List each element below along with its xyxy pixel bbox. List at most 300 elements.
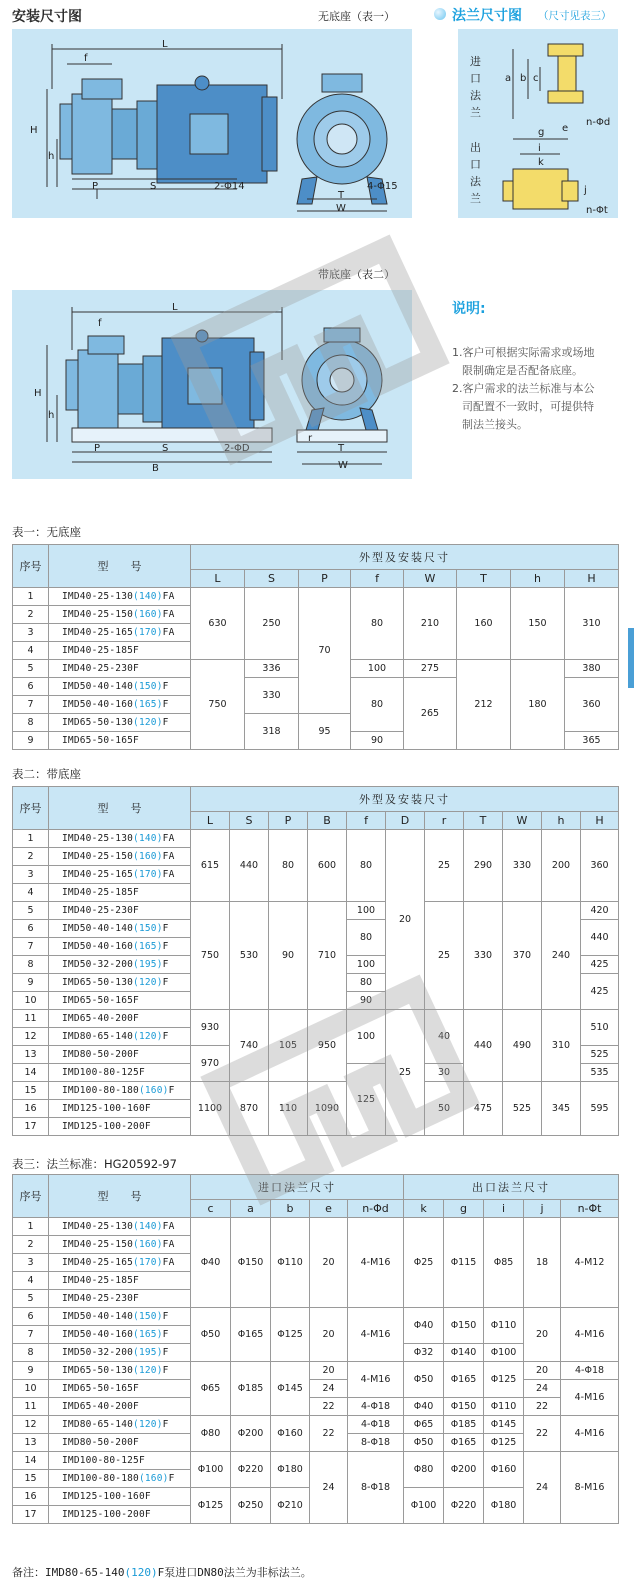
col-f: f <box>351 570 404 588</box>
model-alt: (165) <box>133 941 163 952</box>
model-suffix: F <box>162 717 169 728</box>
cell-no: 2 <box>13 606 49 624</box>
cell: Φ50 <box>404 1434 444 1452</box>
col-no: 序号 <box>13 787 49 830</box>
pump-drawing-no-base <box>12 29 412 218</box>
cell: 310 <box>565 588 619 660</box>
model-base: IMD125-100-160F <box>62 1491 151 1502</box>
col-nd: n-Φd <box>348 1200 404 1218</box>
cell: Φ80 <box>404 1452 444 1488</box>
cell-no: 8 <box>13 1344 49 1362</box>
cell: 95 <box>299 714 351 750</box>
cell: 1100 <box>191 1082 230 1136</box>
col-no: 序号 <box>13 545 49 588</box>
cell: Φ180 <box>271 1452 310 1488</box>
cell: 345 <box>542 1082 581 1136</box>
model-base: IMD50-40-140 <box>62 923 134 934</box>
cell: 510 <box>581 1010 619 1046</box>
notes-title: 说明: <box>452 301 486 317</box>
dim-holes-D: 2-ΦD <box>224 443 250 454</box>
cell-model <box>49 678 191 696</box>
side-marker <box>628 628 634 688</box>
model-base: IMD40-25-230F <box>62 1293 139 1304</box>
model-alt: (150) <box>133 1311 163 1322</box>
cell-no: 1 <box>13 588 49 606</box>
model-alt: (120) <box>133 977 163 988</box>
cell-no: 4 <box>13 642 49 660</box>
col-a: a <box>231 1200 271 1218</box>
cell: 25 <box>425 902 464 1010</box>
dim-holes-4: 4-Φ15 <box>367 181 398 192</box>
cell: Φ145 <box>484 1416 524 1434</box>
cell: 105 <box>269 1010 308 1082</box>
cell-model <box>49 992 191 1010</box>
cell-model <box>49 624 191 642</box>
dim-W: W <box>336 203 346 214</box>
model-suffix: FA <box>162 591 175 602</box>
cell-model <box>49 1380 191 1398</box>
model-alt: (160) <box>138 1085 169 1096</box>
cell: 22 <box>310 1398 348 1416</box>
model-base: IMD65-50-130 <box>62 717 134 728</box>
cell-no: 12 <box>13 1028 49 1046</box>
install-diagram-title: 安装尺寸图 <box>12 9 82 25</box>
cell: 595 <box>581 1082 619 1136</box>
cell-no: 3 <box>13 624 49 642</box>
model-suffix: FA <box>162 869 175 880</box>
model-alt: (170) <box>133 869 163 880</box>
model-alt: (160) <box>133 609 163 620</box>
cell: 525 <box>581 1046 619 1064</box>
cell: Φ65 <box>191 1362 231 1416</box>
cell: 80 <box>351 678 404 732</box>
table2-caption: 表二：带底座 <box>12 767 81 781</box>
dim-nt: n-Φt <box>586 205 608 216</box>
cell-model <box>49 920 191 938</box>
cell: 330 <box>245 678 299 714</box>
cell: Φ150 <box>444 1398 484 1416</box>
dim-W: W <box>338 460 348 471</box>
cell: 290 <box>464 830 503 902</box>
cell: 240 <box>542 902 581 1010</box>
outlet-char: 兰 <box>470 192 481 205</box>
model-base: IMD80-65-140 <box>62 1031 134 1042</box>
model-base: IMD125-100-200F <box>62 1509 151 1520</box>
model-base: IMD40-25-165 <box>62 1257 134 1268</box>
col-b: b <box>271 1200 310 1218</box>
col-r: r <box>425 812 464 830</box>
cell: 530 <box>230 902 269 1010</box>
cell-no: 11 <box>13 1010 49 1028</box>
cell: 318 <box>245 714 299 750</box>
pump-drawing-with-base <box>12 290 412 479</box>
cell-no: 7 <box>13 1326 49 1344</box>
cell: 310 <box>542 1010 581 1082</box>
flange-diagram-subtitle: （尺寸见表三） <box>538 10 612 22</box>
cell-no: 2 <box>13 1236 49 1254</box>
col-D: D <box>386 812 425 830</box>
cell: Φ140 <box>444 1344 484 1362</box>
cell: Φ125 <box>271 1308 310 1362</box>
cell-no: 7 <box>13 938 49 956</box>
cell: 160 <box>457 588 511 660</box>
cell-model <box>49 1434 191 1452</box>
cell: 8-Φ18 <box>348 1452 404 1524</box>
cell-model <box>49 1470 191 1488</box>
col-model: 型 号 <box>49 787 191 830</box>
cell-no: 7 <box>13 696 49 714</box>
footnote-suffix: F泵进口DN80法兰为非标法兰。 <box>157 1566 312 1579</box>
model-suffix: F <box>162 1311 169 1322</box>
cell-model <box>49 1452 191 1470</box>
col-e: e <box>310 1200 348 1218</box>
cell-model <box>49 830 191 848</box>
model-base: IMD40-25-230F <box>62 663 139 674</box>
model-base: IMD125-100-160F <box>62 1103 151 1114</box>
cell: Φ110 <box>484 1308 524 1344</box>
model-base: IMD40-25-150 <box>62 609 134 620</box>
model-alt: (120) <box>133 1365 163 1376</box>
cell-model <box>49 1046 191 1064</box>
cell: Φ40 <box>191 1218 231 1308</box>
cell-model <box>49 1272 191 1290</box>
cell: Φ220 <box>444 1488 484 1524</box>
cell: 150 <box>511 588 565 660</box>
model-alt: (170) <box>133 1257 163 1268</box>
cell: 1090 <box>308 1082 347 1136</box>
cell: 180 <box>511 660 565 750</box>
cell-no: 17 <box>13 1118 49 1136</box>
cell: Φ80 <box>191 1416 231 1452</box>
cell: 440 <box>464 1010 503 1082</box>
cell-no: 9 <box>13 974 49 992</box>
cell-model <box>49 732 191 750</box>
cell: 970 <box>191 1046 230 1082</box>
cell-model <box>49 1254 191 1272</box>
cell-model <box>49 642 191 660</box>
outlet-flange-label <box>470 139 484 207</box>
cell-no: 16 <box>13 1100 49 1118</box>
cell-no: 10 <box>13 1380 49 1398</box>
cell: Φ250 <box>231 1488 271 1524</box>
model-suffix: F <box>162 977 169 988</box>
cell-model <box>49 1236 191 1254</box>
cell-model <box>49 1344 191 1362</box>
model-base: IMD65-50-165F <box>62 1383 139 1394</box>
cell-no: 5 <box>13 660 49 678</box>
cell: Φ125 <box>484 1362 524 1398</box>
outlet-char: 口 <box>470 158 481 171</box>
col-W: W <box>404 570 457 588</box>
cell-no: 8 <box>13 956 49 974</box>
cell: Φ25 <box>404 1218 444 1308</box>
cell: 20 <box>386 830 425 1010</box>
cell: Φ150 <box>444 1308 484 1344</box>
dim-P: P <box>92 181 99 192</box>
note-line: 限制确定是否配备底座。 <box>462 364 583 377</box>
cell: 420 <box>581 902 619 920</box>
cell: Φ110 <box>484 1398 524 1416</box>
cell: 4-Φ18 <box>348 1398 404 1416</box>
dim-k: k <box>538 157 544 168</box>
model-base: IMD65-50-130 <box>62 1365 134 1376</box>
model-suffix: F <box>162 1031 169 1042</box>
cell: 600 <box>308 830 347 902</box>
cell-no: 6 <box>13 678 49 696</box>
model-base: IMD40-25-230F <box>62 905 139 916</box>
model-suffix: F <box>162 1329 169 1340</box>
cell-no: 5 <box>13 902 49 920</box>
cell: 90 <box>347 992 386 1010</box>
dim-h: h <box>48 410 55 421</box>
model-suffix: F <box>168 1085 175 1096</box>
cell: 90 <box>269 902 308 1010</box>
cell: 18 <box>524 1218 561 1308</box>
cell-model <box>49 866 191 884</box>
model-base: IMD40-25-185F <box>62 645 139 656</box>
cell: 20 <box>524 1308 561 1362</box>
model-alt: (150) <box>133 681 163 692</box>
cell: Φ50 <box>404 1362 444 1398</box>
diagram-no-base <box>12 29 412 218</box>
cell: 380 <box>565 660 619 678</box>
cell: 24 <box>524 1380 561 1398</box>
cell: 70 <box>299 588 351 714</box>
model-base: IMD50-40-160 <box>62 699 134 710</box>
col-S: S <box>230 812 269 830</box>
cell: 8-Φ18 <box>348 1434 404 1452</box>
model-base: IMD40-25-130 <box>62 833 134 844</box>
model-alt: (160) <box>133 851 163 862</box>
footnote-alt: (120) <box>124 1566 158 1579</box>
cell: 330 <box>464 902 503 1010</box>
cell-model <box>49 848 191 866</box>
cell-model <box>49 1064 191 1082</box>
cell: 100 <box>347 1010 386 1064</box>
cell: 4-M16 <box>561 1308 619 1362</box>
cell: 24 <box>524 1452 561 1524</box>
bullet-icon <box>434 8 446 20</box>
model-alt: (195) <box>133 959 163 970</box>
col-W: W <box>503 812 542 830</box>
model-base: IMD40-25-130 <box>62 591 134 602</box>
cell: 20 <box>524 1362 561 1380</box>
cell-model <box>49 696 191 714</box>
cell: 24 <box>310 1452 348 1524</box>
cell: 100 <box>351 660 404 678</box>
cell: 25 <box>386 1010 425 1136</box>
dim-f: f <box>98 318 102 329</box>
col-g: g <box>444 1200 484 1218</box>
cell: Φ32 <box>404 1344 444 1362</box>
cell: 4-M16 <box>561 1416 619 1452</box>
cell: 930 <box>191 1010 230 1046</box>
footnote <box>12 1564 312 1580</box>
cell: Φ125 <box>191 1488 231 1524</box>
cell-no: 1 <box>13 830 49 848</box>
col-h: h <box>542 812 581 830</box>
col-no: 序号 <box>13 1175 49 1218</box>
col-P: P <box>299 570 351 588</box>
model-suffix: FA <box>162 627 175 638</box>
col-group: 外型及安装尺寸 <box>191 545 619 570</box>
dim-e: e <box>562 123 569 134</box>
dim-P: P <box>94 443 101 454</box>
cell-no: 3 <box>13 866 49 884</box>
model-base: IMD50-40-160 <box>62 941 134 952</box>
cell-model <box>49 1506 191 1524</box>
cell-no: 17 <box>13 1506 49 1524</box>
col-model: 型 号 <box>49 1175 191 1218</box>
model-base: IMD65-50-165F <box>62 735 139 746</box>
cell-no: 4 <box>13 1272 49 1290</box>
model-suffix: F <box>162 1365 169 1376</box>
dim-holes-2: 2-Φ14 <box>214 181 245 192</box>
cell-no: 16 <box>13 1488 49 1506</box>
outlet-char: 出 <box>470 141 481 154</box>
cell: 440 <box>230 830 269 902</box>
inlet-flange-label <box>470 53 484 121</box>
note-line: 1.客户可根据实际需求或场地 <box>452 346 595 359</box>
model-suffix: FA <box>162 851 175 862</box>
cell-no: 4 <box>13 884 49 902</box>
dim-B: B <box>152 463 159 474</box>
model-alt: (160) <box>138 1473 169 1484</box>
model-suffix: F <box>162 681 169 692</box>
cell: 710 <box>308 902 347 1010</box>
model-alt: (120) <box>133 717 163 728</box>
cell: Φ160 <box>484 1452 524 1488</box>
dim-H: H <box>34 388 42 399</box>
model-base: IMD65-50-165F <box>62 995 139 1006</box>
cell: Φ100 <box>404 1488 444 1524</box>
cell-model <box>49 606 191 624</box>
cell: 22 <box>524 1416 561 1452</box>
col-B: B <box>308 812 347 830</box>
model-base: IMD125-100-200F <box>62 1121 151 1132</box>
model-suffix: F <box>162 1419 169 1430</box>
note-line: 司配置不一致时，可提供特 <box>462 400 594 413</box>
dim-h: h <box>48 151 55 162</box>
cell: 950 <box>308 1010 347 1082</box>
cell-no: 15 <box>13 1082 49 1100</box>
outlet-char: 法 <box>470 175 481 188</box>
model-base: IMD50-40-160 <box>62 1329 134 1340</box>
diagram-with-base <box>12 290 412 479</box>
col-inlet: 进口法兰尺寸 <box>191 1175 404 1200</box>
cell: 212 <box>457 660 511 750</box>
dim-S: S <box>150 181 157 192</box>
cell: 4-Φ18 <box>348 1416 404 1434</box>
cell: 250 <box>245 588 299 660</box>
col-outlet: 出口法兰尺寸 <box>404 1175 619 1200</box>
cell: 25 <box>425 830 464 902</box>
cell: 750 <box>191 902 230 1010</box>
model-base: IMD80-50-200F <box>62 1049 139 1060</box>
model-base: IMD100-80-125F <box>62 1455 145 1466</box>
col-H: H <box>565 570 619 588</box>
model-alt: (170) <box>133 627 163 638</box>
cell: 22 <box>524 1398 561 1416</box>
cell: 8-M16 <box>561 1452 619 1524</box>
cell-model <box>49 1290 191 1308</box>
cell: 750 <box>191 660 245 750</box>
model-base: IMD65-40-200F <box>62 1401 139 1412</box>
cell: 100 <box>347 902 386 920</box>
cell: 4-M16 <box>348 1308 404 1362</box>
cell: Φ50 <box>191 1308 231 1362</box>
cell: Φ125 <box>484 1434 524 1452</box>
flange-diagram <box>458 29 618 218</box>
flange-diagram-title: 法兰尺寸图 <box>452 8 522 24</box>
cell: 20 <box>310 1308 348 1362</box>
cell-model <box>49 1010 191 1028</box>
model-base: IMD40-25-150 <box>62 1239 134 1250</box>
footnote-prefix: 备注：IMD80-65-140 <box>12 1566 125 1579</box>
dim-g: g <box>538 127 545 138</box>
cell: 425 <box>581 956 619 974</box>
model-suffix: F <box>168 1473 175 1484</box>
model-base: IMD80-65-140 <box>62 1419 134 1430</box>
dim-c: c <box>533 73 539 84</box>
model-base: IMD65-50-130 <box>62 977 134 988</box>
cell: 50 <box>425 1082 464 1136</box>
cell: 40 <box>425 1010 464 1064</box>
model-suffix: F <box>162 959 169 970</box>
cell: 490 <box>503 1010 542 1082</box>
cell: 110 <box>269 1082 308 1136</box>
cell: 80 <box>351 588 404 660</box>
dim-L: L <box>162 39 168 50</box>
cell-no: 13 <box>13 1046 49 1064</box>
cell: 80 <box>269 830 308 902</box>
model-base: IMD100-80-180 <box>62 1473 139 1484</box>
table2 <box>12 786 619 1136</box>
cell: 4-Φ18 <box>561 1362 619 1380</box>
model-base: IMD40-25-150 <box>62 851 134 862</box>
cell: 370 <box>503 902 542 1010</box>
cell: 525 <box>503 1082 542 1136</box>
cell: Φ200 <box>231 1416 271 1452</box>
model-alt: (165) <box>133 699 163 710</box>
note-line: 2.客户需求的法兰标准与本公 <box>452 382 595 395</box>
dim-S: S <box>162 443 169 454</box>
cell: Φ150 <box>231 1218 271 1308</box>
cell: Φ185 <box>444 1416 484 1434</box>
dim-T: T <box>338 443 345 454</box>
table1-caption: 表一：无底座 <box>12 525 81 539</box>
cell-model <box>49 956 191 974</box>
cell: 440 <box>581 920 619 956</box>
cell-no: 13 <box>13 1434 49 1452</box>
model-suffix: FA <box>162 1221 175 1232</box>
inlet-char: 进 <box>470 55 481 68</box>
cell: 740 <box>230 1010 269 1082</box>
cell: 275 <box>404 660 457 678</box>
cell-no: 9 <box>13 1362 49 1380</box>
cell-no: 6 <box>13 920 49 938</box>
cell: Φ100 <box>191 1452 231 1488</box>
cell-model <box>49 974 191 992</box>
dim-r: r <box>308 433 313 444</box>
cell-model <box>49 884 191 902</box>
cell-no: 6 <box>13 1308 49 1326</box>
cell: 80 <box>347 974 386 992</box>
model-suffix: F <box>162 923 169 934</box>
cell: 22 <box>310 1416 348 1452</box>
model-suffix: FA <box>162 1257 175 1268</box>
col-T: T <box>464 812 503 830</box>
